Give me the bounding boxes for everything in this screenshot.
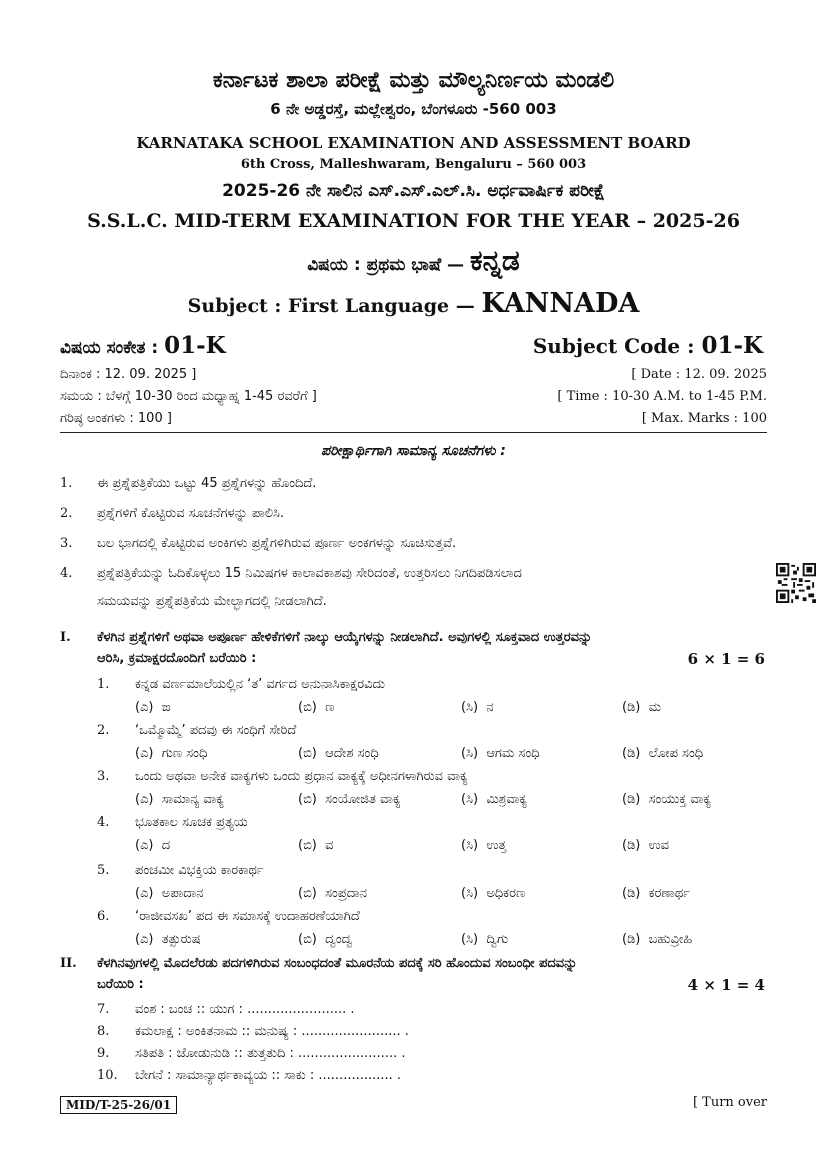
instructions-title: ಪರೀಕ್ಷಾರ್ಥಿಗಾಗಿ ಸಾಮಾನ್ಯ ಸೂಚನೆಗಳು :: [321, 443, 506, 459]
option-a: (ಎ) ದ: [135, 838, 171, 853]
question-number: 2.: [97, 723, 110, 738]
subject-code-kannada-label: ವಿಷಯ ಸಂಕೇತ :: [60, 338, 159, 358]
board-address-kannada: 6 ನೇ ಅಡ್ಡರಸ್ತೆ, ಮಲ್ಲೇಶ್ವರಂ, ಬೆಂಗಳೂರು -560 003: [270, 100, 557, 118]
option-b: (ಬಿ) ವ: [298, 838, 334, 853]
question-number: 4.: [97, 815, 110, 830]
board-name-english: KARNATAKA SCHOOL EXAMINATION AND ASSESSMENT BOARD: [136, 134, 691, 152]
option-d: (ಡಿ) ಉವ: [622, 838, 669, 853]
question-text: ಒಂದು ಅಥವಾ ಅನೇಕ ವಾಕ್ಯಗಳು ಒಂದು ಪ್ರಧಾನ ವಾಕ್ಯಕ್ಕೆ ಅಧೀನಗಳಾಗಿರುವ ವಾಕ್ಯ: [135, 769, 468, 784]
subject-code-english-value: 01-K: [701, 332, 763, 359]
option-b: (ಬಿ) ಸಂಪ್ರದಾನ: [298, 886, 367, 901]
question-text: ಸತಿಪತಿ : ಜೋಡುನುಡಿ :: ತುತ್ತತುದಿ : ........................ .: [135, 1046, 406, 1061]
subject-code-english-label: Subject Code :: [532, 334, 695, 358]
marks-english: [ Max. Marks : 100: [641, 411, 767, 426]
question-number: 8.: [97, 1024, 110, 1039]
section-marks: 6 × 1 = 6: [687, 650, 765, 668]
option-a: (ಎ) ಗುಣ ಸಂಧಿ: [135, 746, 208, 761]
marks-kannada: ಗರಿಷ್ಠ ಅಂಕಗಳು : 100 ]: [60, 411, 172, 426]
question-text: ವಂಶ : ಬಂಚ :: ಯುಗ : ........................ .: [135, 1002, 355, 1017]
instruction-text: ಪ್ರಶ್ನೆಪತ್ರಿಕೆಯನ್ನು ಓದಿಕೊಳ್ಳಲು 15 ನಿಮಿಷಗಳ ಕಾಲಾವಕಾಶವು ಸೇರಿದಂತೆ, ಉತ್ತರಿಸಲು ನಿಗದಿಪಡಿಸಲಾದ: [97, 566, 522, 581]
option-c: (ಸಿ) ನ: [461, 700, 494, 715]
option-b: (ಬಿ) ಸಂಯೋಜಿತ ವಾಕ್ಯ: [298, 792, 401, 807]
time-kannada: ಸಮಯ : ಬೆಳಗ್ಗೆ 10-30 ರಿಂದ ಮಧ್ಯಾಹ್ನ 1-45 ರವರೆಗೆ ]: [60, 389, 317, 404]
divider: [60, 432, 767, 433]
instruction-text: ಬಲ ಭಾಗದಲ್ಲಿ ಕೊಟ್ಟಿರುವ ಅಂಕಿಗಳು ಪ್ರಶ್ನೆಗಳಿಗಿರುವ ಪೂರ್ಣ ಅಂಕಗಳನ್ನು ಸೂಚಿಸುತ್ತವೆ.: [97, 536, 457, 551]
question-number: 10.: [97, 1068, 118, 1083]
subject-title-kannada: [0, 244, 827, 278]
question-number: 6.: [97, 909, 110, 924]
instruction-number: 3.: [60, 536, 73, 551]
question-text: ಕಮಲಾಕ್ಷ : ಅಂಕಿತನಾಮ :: ಮನುಷ್ಯ : ........................ .: [135, 1024, 409, 1039]
exam-title-kannada: 2025-26 ನೇ ಸಾಲಿನ ಎಸ್.ಎಸ್.ಎಲ್.ಸಿ. ಅರ್ಧವಾರ್ಷಿಕ ಪರೀಕ್ಷೆ: [222, 181, 605, 201]
board-name-kannada: ಕರ್ನಾಟಕ ಶಾಲಾ ಪರೀಕ್ಷೆ ಮತ್ತು ಮೌಲ್ಯನಿರ್ಣಯ ಮಂಡಲಿ: [212, 68, 615, 93]
subject-prefix-kannada: ವಿಷಯ : ಪ್ರಥಮ ಭಾಷೆ —: [307, 255, 465, 275]
question-text: ‘ಒಮ್ಮೊಮ್ಮೆ’ ಪದವು ಈ ಸಂಧಿಗೆ ಸೇರಿದೆ: [135, 723, 297, 738]
section-instruction-continued: ಬರೆಯಿರಿ :: [97, 977, 144, 992]
instruction-number: 4.: [60, 566, 73, 581]
section-number: I.: [60, 630, 71, 645]
question-text: ‘ರಾಜೀವಸಖ’ ಪದ ಈ ಸಮಾಸಕ್ಕೆ ಉದಾಹರಣೆಯಾಗಿದೆ: [135, 909, 360, 924]
question-number: 1.: [97, 677, 110, 692]
subject-name-kannada: ಕನ್ನಡ: [469, 244, 520, 277]
option-b: (ಬಿ) ಣ: [298, 700, 335, 715]
instruction-text: ಪ್ರಶ್ನೆಗಳಿಗೆ ಕೊಟ್ಟಿರುವ ಸೂಚನೆಗಳನ್ನು ಪಾಲಿಸಿ.: [97, 506, 285, 521]
subject-name-english: KANNADA: [481, 288, 640, 319]
qr-code-icon: [776, 563, 816, 603]
section-instruction-continued: ಆರಿಸಿ, ಕ್ರಮಾಕ್ಷರದೊಂದಿಗೆ ಬರೆಯಿರಿ :: [97, 651, 257, 666]
question-number: 7.: [97, 1002, 110, 1017]
question-text: ಭೂತಕಾಲ ಸೂಚಕ ಪ್ರತ್ಯಯ: [135, 815, 248, 830]
question-text: ಕನ್ನಡ ವರ್ಣಮಾಲೆಯಲ್ಲಿನ ‘ತ’ ವರ್ಗದ ಅನುನಾಸಿಕಾಕ್ಷರವಿದು: [135, 677, 385, 692]
option-d: (ಡಿ) ಲೋಪ ಸಂಧಿ: [622, 746, 704, 761]
question-text: ಬೇಗನೆ : ಸಾಮಾನ್ಯಾರ್ಥಕಾವ್ಯಯ :: ಸಾಕು : .................. .: [135, 1068, 402, 1083]
turn-over-note: [ Turn over: [692, 1095, 767, 1110]
subject-code-kannada: [60, 332, 226, 359]
question-number: 9.: [97, 1046, 110, 1061]
option-a: (ಎ) ಅಪಾದಾನ: [135, 886, 204, 901]
option-a: (ಎ) ಙ: [135, 700, 171, 715]
date-kannada: ದಿನಾಂಕ : 12. 09. 2025 ]: [60, 367, 197, 382]
option-b: (ಬಿ) ಆದೇಶ ಸಂಧಿ: [298, 746, 379, 761]
option-c: (ಸಿ) ಅಧಿಕರಣ: [461, 886, 526, 901]
time-english: [ Time : 10-30 A.M. to 1-45 P.M.: [557, 389, 767, 404]
subject-prefix-english: Subject : First Language —: [187, 295, 475, 317]
subject-code-english: [533, 332, 763, 359]
section-instruction: ಕೆಳಗಿನವುಗಳಲ್ಲಿ ಮೊದಲೆರಡು ಪದಗಳಿಗಿರುವ ಸಂಬಂಧದಂತೆ ಮೂರನೆಯ ಪದಕ್ಕೆ ಸರಿ ಹೊಂದುವ ಸಂಬಂಧೀ ಪದವನ್ನು: [97, 956, 578, 971]
option-d: (ಡಿ) ಕರಣಾರ್ಥ: [622, 886, 691, 901]
instruction-number: 1.: [60, 476, 73, 491]
option-c: (ಸಿ) ಉತ್ತ: [461, 838, 507, 853]
option-c: (ಸಿ) ಮಿಶ್ರವಾಕ್ಯ: [461, 792, 527, 807]
subject-title-english: [0, 288, 827, 319]
option-c: (ಸಿ) ದ್ವಿಗು: [461, 932, 509, 947]
option-a: (ಎ) ತತ್ಪುರುಷ: [135, 932, 201, 947]
option-d: (ಡಿ) ಸಂಯುಕ್ತ ವಾಕ್ಯ: [622, 792, 711, 807]
question-number: 5.: [97, 863, 110, 878]
board-address-english: 6th Cross, Malleshwaram, Bengaluru – 560 003: [240, 157, 587, 172]
exam-title-english: S.S.L.C. MID-TERM EXAMINATION FOR THE YEAR – 2025-26: [87, 210, 740, 232]
question-number: 3.: [97, 769, 110, 784]
section-marks: 4 × 1 = 4: [687, 976, 765, 994]
option-b: (ಬಿ) ದ್ವಂದ್ವ: [298, 932, 353, 947]
option-d: (ಡಿ) ಮ: [622, 700, 661, 715]
subject-code-kannada-value: 01-K: [164, 332, 226, 359]
instruction-number: 2.: [60, 506, 73, 521]
instruction-text: ಈ ಪ್ರಶ್ನೆಪತ್ರಿಕೆಯು ಒಟ್ಟು 45 ಪ್ರಶ್ನೆಗಳನ್ನು ಹೊಂದಿದೆ.: [97, 476, 317, 491]
option-a: (ಎ) ಸಾಮಾನ್ಯ ವಾಕ್ಯ: [135, 792, 224, 807]
option-d: (ಡಿ) ಬಹುವ್ರೀಹಿ: [622, 932, 693, 947]
option-c: (ಸಿ) ಆಗಮ ಸಂಧಿ: [461, 746, 540, 761]
date-english: [ Date : 12. 09. 2025: [631, 367, 767, 382]
section-number: II.: [60, 956, 77, 971]
instruction-text-continued: ಸಮಯವನ್ನು ಪ್ರಶ್ನೆಪತ್ರಿಕೆಯ ಮೇಲ್ಭಾಗದಲ್ಲಿ ನೀಡಲಾಗಿದೆ.: [97, 594, 327, 609]
question-text: ಪಂಚಮೀ ವಿಭಕ್ತಿಯ ಕಾರಕಾರ್ಥ: [135, 863, 264, 878]
paper-code: MID/T-25-26/01: [60, 1096, 177, 1114]
section-instruction: ಕೆಳಗಿನ ಪ್ರಶ್ನೆಗಳಿಗೆ ಅಥವಾ ಅಪೂರ್ಣ ಹೇಳಿಕೆಗಳಿಗೆ ನಾಲ್ಕು ಆಯ್ಕೆಗಳನ್ನು ನೀಡಲಾಗಿದೆ. ಅವುಗಳಲ್ಲಿ ಸೂಕ್ತವಾದ ಉತ್ತರವನ್ನು: [97, 630, 593, 645]
